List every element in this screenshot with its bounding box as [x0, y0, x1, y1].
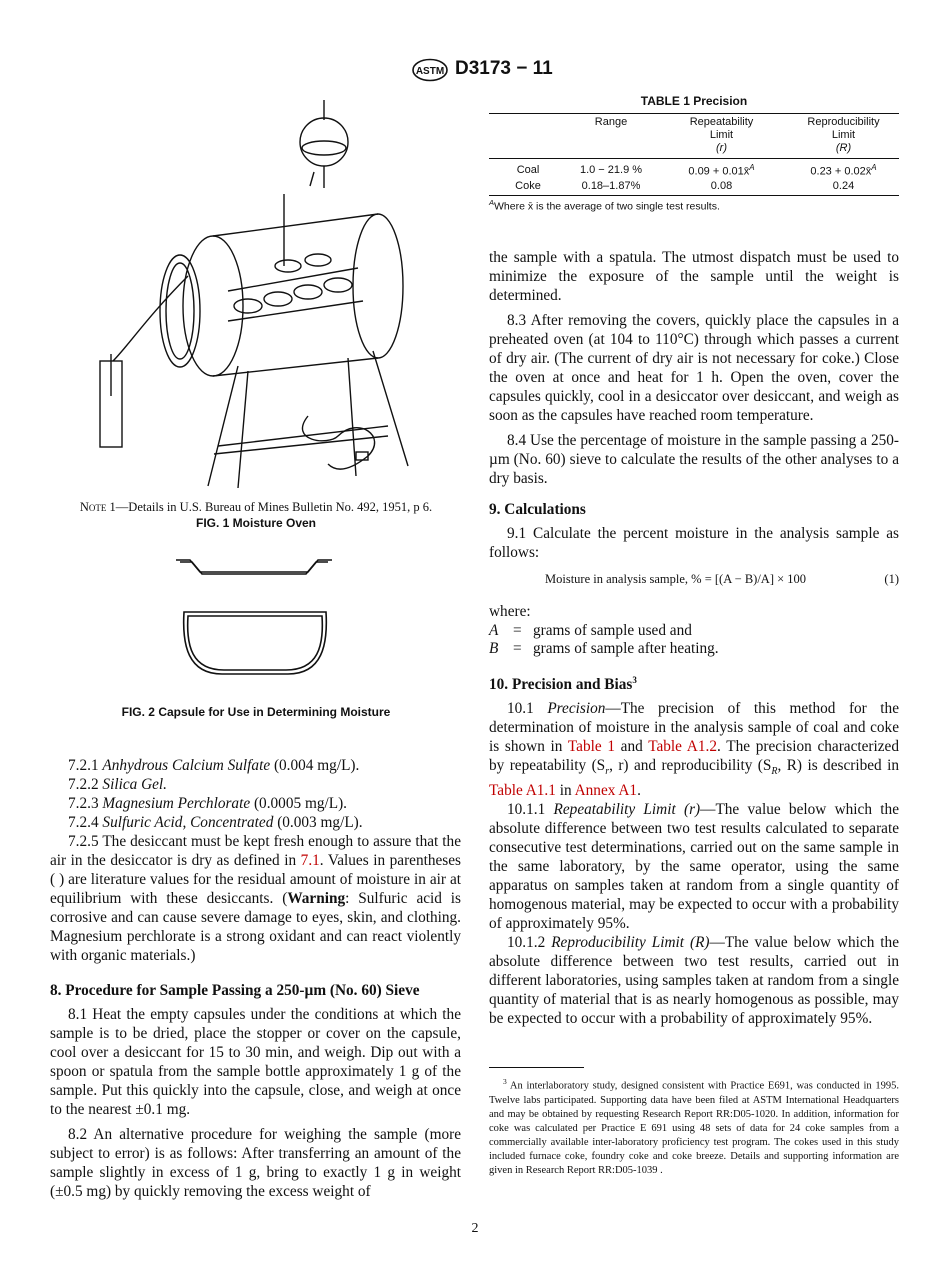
astm-logo — [411, 58, 449, 82]
p1012-number: 10.1.2 — [507, 934, 546, 952]
section-7-2-2 — [50, 775, 461, 794]
p101-sub-r: r — [605, 766, 610, 778]
table-cell-coke-repeatability: 0.08 — [655, 179, 788, 196]
astm-logo-text: ASTM — [415, 66, 445, 77]
variable-a-definition: grams of sample used and — [533, 622, 692, 639]
right-column — [489, 248, 899, 1028]
document-id: D3173 − 11 — [455, 58, 553, 79]
table-cell-coke-range: 0.18–1.87% — [567, 179, 655, 196]
section-9-heading: 9. Calculations — [489, 501, 586, 518]
coal-repeatability-footnote-mark: A — [749, 163, 755, 172]
table-cell-coal-repeatability — [655, 159, 788, 179]
header-repeatability-line2: Limit — [709, 129, 734, 141]
section-8-4: 8.4 Use the percentage of moisture in the sample passing a 250-µm (No. 60) sieve to calculate the results of the other analyses to a dry basis. — [489, 432, 899, 487]
s722-name: Silica Gel. — [102, 776, 167, 793]
s721-number: 7.2.1 — [68, 757, 99, 774]
table-row — [489, 179, 899, 196]
p101-sub-R: R — [771, 766, 778, 778]
variable-a-symbol: A — [489, 622, 499, 639]
s721-name: Anhydrous Calcium Sulfate — [102, 757, 271, 774]
where-label: where: — [489, 603, 531, 620]
table1-footnote-text: Where x̄ is the average of two single test results. — [494, 200, 720, 213]
section-7-2-3 — [50, 794, 461, 813]
header-repeatability-line1: Repeatability — [689, 116, 754, 128]
link-table-1[interactable]: Table 1 — [567, 738, 615, 756]
s725-text-b: . Values in parentheses ( ) are literature values for the residual amount of moisture in air at equilibrium with these desiccants. ( — [50, 852, 461, 907]
p101-text-c: , r) and reproducibility (S — [609, 757, 772, 775]
footnote-3-text: An interlaboratory study, designed consistent with Practice E691, was conducted in 1995. Twelve labs participated. Supporting data have been filed at ASTM International Headquarters and may be obtained by requesting Research Report RR:D05-1020. In addition, information for coke was calculated per Practice E 691 using 48 sets of data for 24 coke samples from a commercially available inter-laboratory proficiency test program. The cokes used in this study included furnace coke, foundry coke and coke breeze. Details and supporting information are given in Research Report RR:D05-1039 . — [489, 1080, 899, 1176]
page-header — [0, 56, 950, 86]
section-10-heading-text: 10. Precision and Bias — [489, 676, 633, 694]
warning-label: Warning — [287, 890, 346, 907]
s724-name: Sulfuric Acid, Concentrated — [102, 814, 274, 831]
section-8-3: 8.3 After removing the covers, quickly place the capsules in a preheated oven (at 104 to 110°C) through which passes a current of dry air. (The current of dry air is not necessary for coke.) Close the oven at once and heat for 1 h. Open the oven, cover the capsules quickly, cool in a desiccator over desiccant, and weigh as soon as the capsules have reached room temperature. — [489, 312, 899, 424]
table-header-empty — [489, 114, 567, 159]
page-number: 2 — [471, 1221, 479, 1236]
p1011-term: Repeatability Limit (r) — [553, 801, 701, 819]
equation-1 — [489, 570, 899, 590]
variable-a — [489, 621, 899, 639]
s721-value: (0.004 mg/L). — [273, 757, 360, 774]
footnote-divider — [489, 1067, 584, 1068]
coal-reproducibility-value: 0.23 + 0.02x̄ — [810, 165, 872, 178]
s725-text-c: : Sulfuric acid is corrosive and can cause severe damage to eyes, skin, and clothing. Magnesium perchlorate is a strong oxidant and can react violently with organic materials.) — [50, 890, 462, 964]
coal-reproducibility-footnote-mark: A — [871, 163, 877, 172]
variable-b-definition: grams of sample after heating. — [533, 640, 719, 657]
header-reproducibility-line2: Limit — [831, 129, 856, 141]
figure2-caption: FIG. 2 Capsule for Use in Determining Moisture — [121, 705, 391, 719]
p101-end: . — [637, 782, 641, 800]
section-10-1 — [489, 699, 899, 800]
footnote-3-mark: 3 — [503, 1077, 507, 1086]
table-header-range — [567, 114, 655, 159]
variable-b — [489, 639, 899, 657]
link-table-a1-2[interactable]: Table A1.2 — [648, 738, 717, 756]
s723-name: Magnesium Perchlorate — [102, 795, 251, 812]
table1-footnote — [489, 198, 720, 213]
equation-number: (1) — [884, 572, 899, 586]
link-annex-a1[interactable]: Annex A1 — [574, 782, 638, 800]
p1011-number: 10.1.1 — [507, 801, 546, 819]
s725-text-a: 7.2.5 The desiccant must be kept fresh enough to assure that the air in the desiccator is dry as defined in — [50, 833, 461, 869]
section-8-1: 8.1 Heat the empty capsules under the conditions at which the sample is to be dried, place the stopper or cover on the capsule, cool over a desiccant for 15 to 30 min, and weigh. Dip out with a spoon or spatula from the sample bottle approximately 1 g of the sample. Put this quickly into the capsule, close, and weigh at once to the nearest ±0.1 mg. — [50, 1006, 461, 1118]
s723-number: 7.2.3 — [68, 795, 99, 812]
equation-text: Moisture in analysis sample, % = [(A − B)/A] × 100 — [545, 572, 807, 586]
s723-value: (0.0005 mg/L). — [253, 795, 347, 812]
p101-text-b: . The precision characterized by repeatability (S — [489, 738, 899, 775]
table-cell-coke: Coke — [489, 179, 567, 196]
section-7-2-1 — [50, 756, 461, 775]
table-header-row — [489, 114, 899, 159]
figure1-note-prefix: Note 1 — [79, 500, 116, 514]
table-header-reproducibility — [788, 114, 899, 159]
table-cell-coal-reproducibility — [788, 159, 899, 179]
section-8-2: 8.2 An alternative procedure for weighing the sample (more subject to error) is as follows: After transferring an amount of the sample slightly in excess of 1 g, bring to exactly 1 g in weight (±0.5 mg) by quickly removing the excess weight of — [50, 1126, 461, 1200]
p1012-text: —The value below which the absolute difference between two test results, carried out in different laboratories, using samples taken at random from a single quantity of material that is as nearly homogenous as possible, may be expected to occur with a probability of approximately 95%. — [489, 934, 899, 1028]
coal-repeatability-value: 0.09 + 0.01x̄ — [688, 165, 750, 178]
figure1-note — [0, 500, 512, 515]
footnote-3 — [489, 1075, 899, 1178]
p1011-text: —The value below which the absolute difference between two test results calculated to separate consecutive test determinations, carried out on the same sample in the same laboratory, by the same operator, using the same apparatus on samples taken at random from a single quantity of homogenous material, may be expected to occur with a probability of approximately 95%. — [489, 801, 899, 933]
s724-number: 7.2.4 — [68, 814, 99, 831]
section-10-heading — [489, 671, 899, 694]
s722-number: 7.2.2 — [68, 776, 99, 793]
section-9-1: 9.1 Calculate the percent moisture in the analysis sample as follows: — [489, 525, 899, 561]
p101-number: 10.1 — [507, 700, 534, 718]
header-reproducibility-line3: (R) — [835, 142, 852, 154]
left-column — [50, 756, 461, 1201]
header-repeatability-line3: (r) — [716, 142, 727, 154]
table-cell-coke-reproducibility: 0.24 — [788, 179, 899, 196]
p1012-term: Reproducibility Limit (R) — [551, 934, 710, 952]
section-8-heading: 8. Procedure for Sample Passing a 250-µm (No. 60) Sieve — [50, 982, 420, 999]
table-header-repeatability — [655, 114, 788, 159]
variable-b-equals: = — [513, 640, 522, 657]
p101-in: in — [555, 782, 575, 800]
table1-title: TABLE 1 Precision — [640, 94, 748, 108]
p101-text-a: —The precision of this method for the determination of moisture in the analysis sample of coal and coke is shown in — [489, 700, 899, 756]
figure1-note-text: —Details in U.S. Bureau of Mines Bulletin No. 492, 1951, p 6. — [115, 500, 433, 514]
table-row — [489, 159, 899, 179]
precision-table — [489, 113, 899, 196]
section-10-1-1 — [489, 800, 899, 933]
link-table-a1-1[interactable]: Table A1.1 — [489, 782, 556, 800]
p101-text-d: , R) is described in — [777, 757, 899, 775]
section-10-1-2 — [489, 933, 899, 1028]
s724-value: (0.003 mg/L). — [277, 814, 363, 831]
figure2-capsule-illustration — [170, 550, 340, 680]
section-7-2-5 — [50, 832, 461, 965]
table1-container — [489, 113, 899, 196]
section-7-2-4 — [50, 813, 461, 832]
variable-b-symbol: B — [489, 640, 499, 657]
section-8-2-continued: the sample with a spatula. The utmost dispatch must be used to minimize the exposure of the sample until the weight is determined. — [489, 249, 899, 304]
figure1-caption: FIG. 1 Moisture Oven — [195, 516, 317, 530]
footnote-3-ref[interactable]: 3 — [632, 675, 637, 685]
figure1-moisture-oven-illustration — [88, 96, 448, 496]
header-range-label: Range — [594, 116, 628, 128]
p101-term: Precision — [547, 700, 606, 718]
table-cell-coal-range: 1.0 − 21.9 % — [579, 163, 643, 176]
variable-a-equals: = — [513, 622, 522, 639]
link-7-1[interactable]: 7.1 — [300, 852, 320, 869]
p101-and: and — [614, 738, 649, 756]
table1-footnote-mark: A — [489, 198, 495, 207]
header-reproducibility-line1: Reproducibility — [807, 116, 880, 128]
table-cell-coal: Coal — [516, 163, 540, 176]
